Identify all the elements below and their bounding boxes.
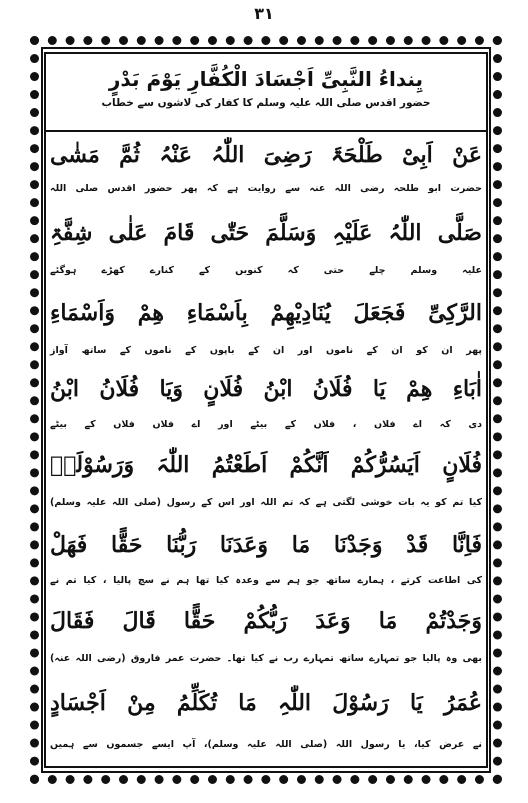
chapter-title: یِنداءُ النَّبِیِّ اَجْسَادَ الْکُفَّارِ یَوْمَ بَدْرٍ [108, 67, 424, 91]
page-number: ۳۱ [254, 4, 274, 23]
urdu-translation-line: علیہ وسلم چلے حتی کہ کنویں کے کنارے کھڑے ہوگئے [50, 265, 482, 276]
urdu-translation-line: دی کہ اے فلاں ، فلاں کے بیٹے اور اے فلاں فلاں کے بیٹے [50, 419, 482, 430]
arabic-line: عَنْ اَبِیْ طَلْحَۃَ رَضِیَ اللّٰہُ عَنْہُ ثُمَّ مَشٰی [50, 142, 482, 168]
arabic-line: صَلَّی اللّٰہُ عَلَیْہِ وَسَلَّمَ حَتّٰی قَامَ عَلٰی شِفَّۃِ [50, 220, 482, 246]
arabic-line: وَجَدْتُمْ مَا وَعَدَ رَبُّکُمْ حَقًّا قَالَ فَقَالَ [50, 608, 482, 634]
urdu-translation-line: بھی وہ پالیا جو تمہارے ساتھ تمہارے رب نے کیا تھا۔ حضرت عمر فاروق (رضی اللہ عنہ) [50, 653, 482, 664]
arabic-line: فُلَانٍ اَیَسُرُّکُمْ اَنَّکُمْ اَطَعْتُمُ اللّٰہَ وَرَسُوْلَہٗ [50, 452, 482, 478]
urdu-translation-line: کیا تم کو یہ بات خوشی لگتی ہے کہ تم اللہ اور اس کے رسول (صلی اللہ علیہ وسلم) [50, 497, 482, 508]
arabic-line: عُمَرُ یَا رَسُوْلَ اللّٰہِ مَا تُکَلِّمُ مِنْ اَجْسَادٍ [50, 690, 483, 716]
title-divider [46, 130, 486, 132]
chapter-subtitle: حضور اقدس صلی اللہ علیہ وسلم کا کفار کی لاشوں سے خطاب [101, 97, 431, 109]
arabic-line: الرَّکِیِّ فَجَعَلَ یُنَادِیْھِمْ بِاَسْمَاءِ ھِمْ وَاَسْمَاءِ [50, 300, 482, 326]
arabic-line: اٰبَاءِ ھِمْ یَا فُلَانُ ابْنُ فُلَانٍ وَیَا فُلَانُ ابْنُ [50, 376, 482, 402]
urdu-translation-line: کی اطاعت کرتے ، ہمارے ساتھ جو ہم سے وعدہ کیا تھا ہم نے سچ پالیا ، کیا تم نے [50, 575, 482, 586]
arabic-line: فَاِنَّا قَدْ وَجَدْنَا مَا وَعَدَنَا رَبُّنَا حَقًّا فَھَلْ [50, 532, 482, 558]
urdu-translation-line: حضرت ابو طلحہ رضی اللہ عنہ سے روایت ہے کہ پھر حضور اقدس صلی اللہ [50, 183, 482, 194]
urdu-translation-line: نے عرض کیا، یا رسول اللہ (صلی اللہ علیہ وسلم)، آپ ایسے جسموں سے ہمیں [50, 739, 482, 750]
urdu-translation-line: پھر ان کو ان کے ناموں اور ان کے باپوں کے ناموں کے ساتھ آواز [50, 345, 482, 356]
